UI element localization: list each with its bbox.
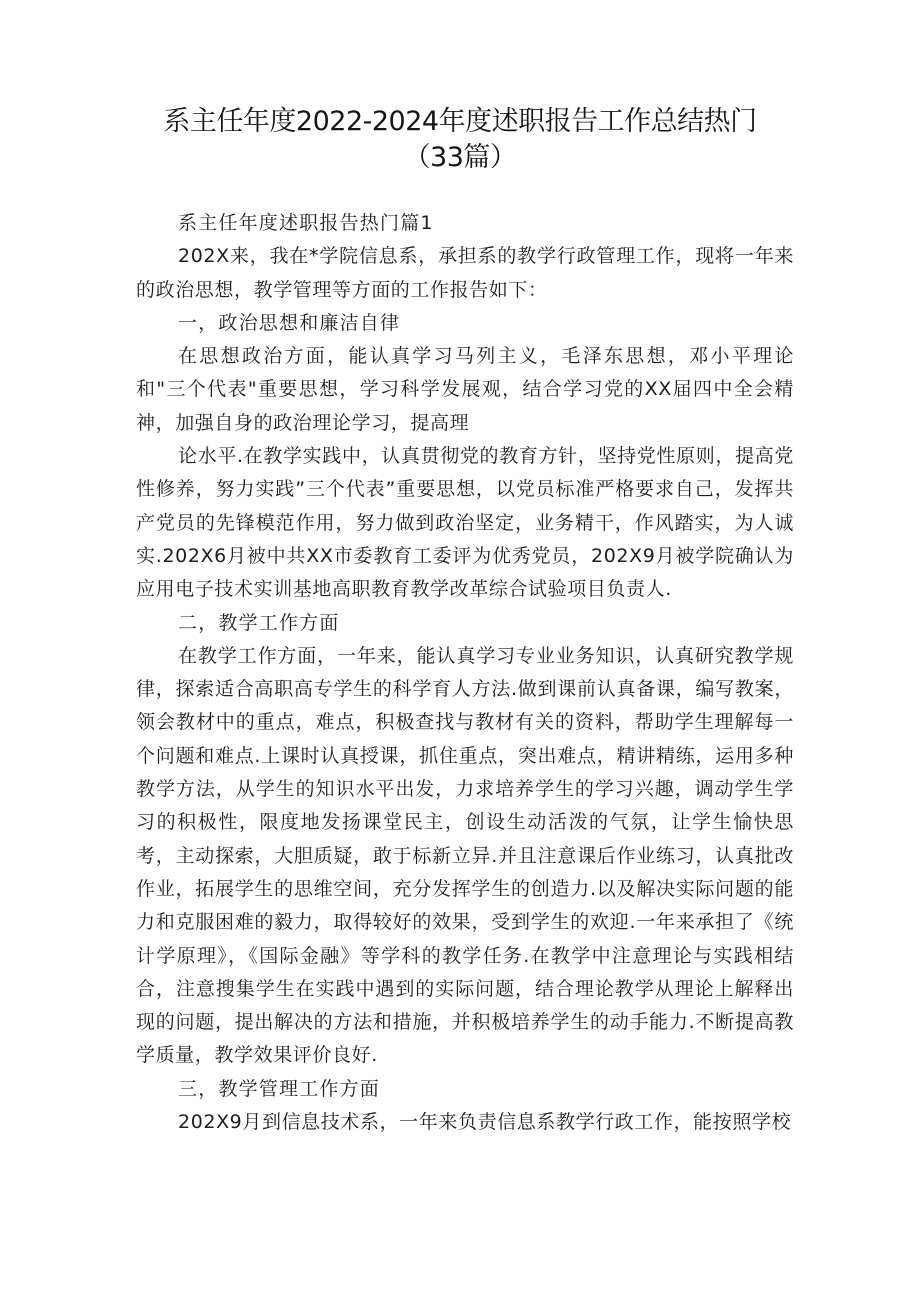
body-paragraph: 论水平.在教学实践中，认真贯彻党的教育方针，坚持党性原则，提高党性修养，努力实践”三个代表”重要思想，以党员标准严格要求自己，发挥共产党员的先锋模范作用，努力做到政治坚定，业务精干，作风踏实，为人诚实.202X6月被中共XX市委教育工委评为优秀党员，202X9月被学院确认为应用电子技术实训基地高职教育教学改革综合试验项目负责人.	[136, 445, 794, 601]
body-paragraph: 在思想政治方面，能认真学习马列主义，毛泽东思想，邓小平理论和"三个代表"重要思想，学习科学发展观，结合学习党的XX届四中全会精神，加强自身的政治理论学习，提高理	[136, 345, 794, 434]
document-body	[136, 207, 794, 1139]
document-title	[120, 104, 800, 176]
section-heading: 三，教学管理工作方面	[178, 1077, 381, 1100]
body-paragraph: 202X来，我在*学院信息系，承担系的教学行政管理工作，现将一年来的政治思想，教学管理等方面的工作报告如下：	[136, 245, 794, 301]
section-heading: 系主任年度述职报告热门篇1	[178, 212, 434, 234]
title-line-1: 系主任年度2022-2024年度述职报告工作总结热门	[163, 106, 757, 137]
title-line-2: （33篇）	[403, 142, 517, 173]
section-heading: 二，教学工作方面	[178, 611, 340, 634]
section-heading: 一，政治思想和廉洁自律	[178, 311, 401, 334]
body-paragraph: 在教学工作方面，一年来，能认真学习专业业务知识，认真研究教学规律，探索适合高职高专学生的科学育人方法.做到课前认真备课，编写教案，领会教材中的重点，难点，积极查找与教材有关的资料，帮助学生理解每一个问题和难点.上课时认真授课，抓住重点，突出难点，精讲精练，运用多种教学方法，从学生的知识水平出发，力求培养学生的学习兴趣，调动学生学习的积极性，限度地发扬课堂民主，创设生动活泼的气氛，让学生愉快思考，主动探索，大胆质疑，敢于标新立异.并且注意课后作业练习，认真批改作业，拓展学生的思维空间，充分发挥学生的创造力.以及解决实际问题的能力和克服困难的毅力，取得较好的效果，受到学生的欢迎.一年来承担了《统计学原理》，《国际金融》等学科的教学任务.在教学中注意理论与实践相结合，注意搜集学生在实践中遇到的实际问题，结合理论教学从理论上解释出现的问题，提出解决的方法和措施，并积极培养学生的动手能力.不断提高教学质量，教学效果评价良好.	[136, 644, 794, 1067]
body-paragraph: 202X9月到信息技术系，一年来负责信息系教学行政工作，能按照学校	[178, 1111, 792, 1134]
